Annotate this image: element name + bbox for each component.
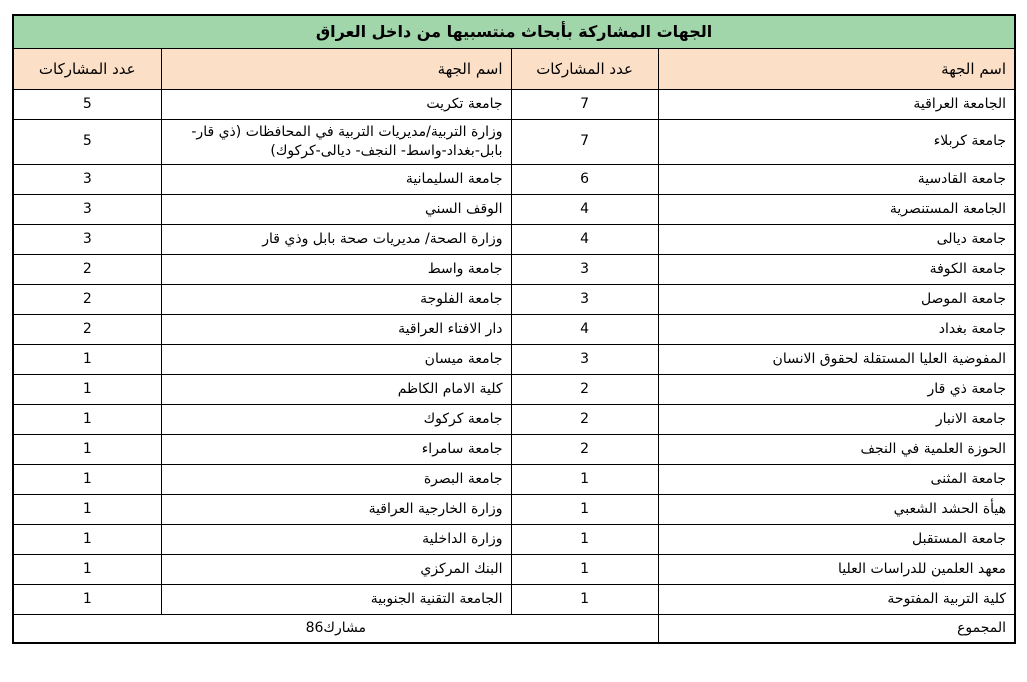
participation-count-cell-left: 1 — [13, 404, 161, 434]
org-name-cell-left: جامعة الفلوجة — [161, 284, 511, 314]
participation-count-cell-left: 2 — [13, 284, 161, 314]
org-name-cell-left: وزارة الخارجية العراقية — [161, 494, 511, 524]
org-name-cell-right: هيأة الحشد الشعبي — [658, 494, 1015, 524]
table-row — [13, 374, 1015, 404]
participation-count-cell-right: 3 — [511, 344, 658, 374]
org-name-cell-right: جامعة الانبار — [658, 404, 1015, 434]
participation-count-cell-right: 4 — [511, 224, 658, 254]
org-name-cell-right: جامعة الموصل — [658, 284, 1015, 314]
org-name-cell-left: وزارة الداخلية — [161, 524, 511, 554]
participation-count-cell-right: 7 — [511, 120, 658, 165]
participation-count-cell-left: 2 — [13, 254, 161, 284]
table-row — [13, 120, 1015, 165]
org-name-cell-left: وزارة الصحة/ مديريات صحة بابل وذي قار — [161, 224, 511, 254]
participation-count-cell-left: 1 — [13, 524, 161, 554]
org-name-cell-left: جامعة كركوك — [161, 404, 511, 434]
org-name-cell-left: كلية الامام الكاظم — [161, 374, 511, 404]
participation-count-cell-right: 2 — [511, 374, 658, 404]
org-name-cell-left: جامعة البصرة — [161, 464, 511, 494]
participation-count-cell-right: 3 — [511, 254, 658, 284]
table-row — [13, 314, 1015, 344]
participation-count-cell-left: 1 — [13, 494, 161, 524]
participation-count-cell-left: 2 — [13, 314, 161, 344]
org-name-cell-right: معهد العلمين للدراسات العليا — [658, 554, 1015, 584]
table-row — [13, 164, 1015, 194]
org-name-cell-right: الجامعة العراقية — [658, 90, 1015, 120]
table-row — [13, 344, 1015, 374]
org-name-cell-right: جامعة ديالى — [658, 224, 1015, 254]
participation-count-cell-right: 1 — [511, 584, 658, 614]
table-row — [13, 494, 1015, 524]
org-name-cell-left: البنك المركزي — [161, 554, 511, 584]
org-name-cell-left: جامعة سامراء — [161, 434, 511, 464]
org-name-cell-right: جامعة ذي قار — [658, 374, 1015, 404]
org-name-cell-right: جامعة المستقبل — [658, 524, 1015, 554]
participation-count-cell-left: 3 — [13, 194, 161, 224]
participation-count-cell-left: 1 — [13, 374, 161, 404]
total-row — [13, 614, 1015, 643]
participation-count-cell-left: 1 — [13, 554, 161, 584]
table-row — [13, 284, 1015, 314]
column-header-name-right: اسم الجهة — [658, 49, 1015, 90]
participation-count-cell-right: 2 — [511, 404, 658, 434]
participants-table — [12, 14, 1016, 644]
participation-count-cell-left: 5 — [13, 120, 161, 165]
participation-count-cell-right: 1 — [511, 464, 658, 494]
participation-count-cell-left: 3 — [13, 224, 161, 254]
org-name-cell-right: الجامعة المستنصرية — [658, 194, 1015, 224]
participation-count-cell-right: 1 — [511, 554, 658, 584]
participation-count-cell-left: 1 — [13, 344, 161, 374]
title-row — [13, 15, 1015, 49]
table-body — [13, 90, 1015, 615]
org-name-cell-left: وزارة التربية/مديريات التربية في المحافظات (ذي قار- بابل-بغداد-واسط- النجف- ديالى-كركوك) — [161, 120, 511, 165]
table-row — [13, 194, 1015, 224]
org-name-cell-left: جامعة واسط — [161, 254, 511, 284]
org-name-cell-right: المفوضية العليا المستقلة لحقوق الانسان — [658, 344, 1015, 374]
table-row — [13, 404, 1015, 434]
column-header-count-left: عدد المشاركات — [13, 49, 161, 90]
total-label-cell: المجموع — [658, 614, 1015, 643]
table-row — [13, 584, 1015, 614]
org-name-cell-left: جامعة السليمانية — [161, 164, 511, 194]
column-header-name-left: اسم الجهة — [161, 49, 511, 90]
org-name-cell-left: الوقف السني — [161, 194, 511, 224]
participation-count-cell-right: 1 — [511, 494, 658, 524]
table-row — [13, 434, 1015, 464]
participation-count-cell-right: 7 — [511, 90, 658, 120]
table-row — [13, 554, 1015, 584]
participation-count-cell-right: 4 — [511, 314, 658, 344]
org-name-cell-right: جامعة بغداد — [658, 314, 1015, 344]
org-name-cell-right: جامعة القادسية — [658, 164, 1015, 194]
participation-count-cell-left: 1 — [13, 584, 161, 614]
org-name-cell-right: جامعة الكوفة — [658, 254, 1015, 284]
table-row — [13, 464, 1015, 494]
participation-count-cell-left: 1 — [13, 464, 161, 494]
org-name-cell-right: كلية التربية المفتوحة — [658, 584, 1015, 614]
table-row — [13, 90, 1015, 120]
org-name-cell-left: دار الافتاء العراقية — [161, 314, 511, 344]
participation-count-cell-right: 3 — [511, 284, 658, 314]
participation-count-cell-left: 5 — [13, 90, 161, 120]
participation-count-cell-left: 3 — [13, 164, 161, 194]
org-name-cell-right: جامعة كربلاء — [658, 120, 1015, 165]
org-name-cell-right: جامعة المثنى — [658, 464, 1015, 494]
table-title: الجهات المشاركة بأبحاث منتسبيها من داخل العراق — [13, 15, 1015, 49]
org-name-cell-left: الجامعة التقنية الجنوبية — [161, 584, 511, 614]
table-row — [13, 524, 1015, 554]
participation-count-cell-left: 1 — [13, 434, 161, 464]
org-name-cell-left: جامعة ميسان — [161, 344, 511, 374]
org-name-cell-left: جامعة تكريت — [161, 90, 511, 120]
participation-count-cell-right: 4 — [511, 194, 658, 224]
column-header-count-right: عدد المشاركات — [511, 49, 658, 90]
participation-count-cell-right: 6 — [511, 164, 658, 194]
header-row — [13, 49, 1015, 90]
table-row — [13, 254, 1015, 284]
participation-count-cell-right: 1 — [511, 524, 658, 554]
total-value-cell: مشارك86 — [13, 614, 658, 643]
org-name-cell-right: الحوزة العلمية في النجف — [658, 434, 1015, 464]
table-row — [13, 224, 1015, 254]
participation-count-cell-right: 2 — [511, 434, 658, 464]
